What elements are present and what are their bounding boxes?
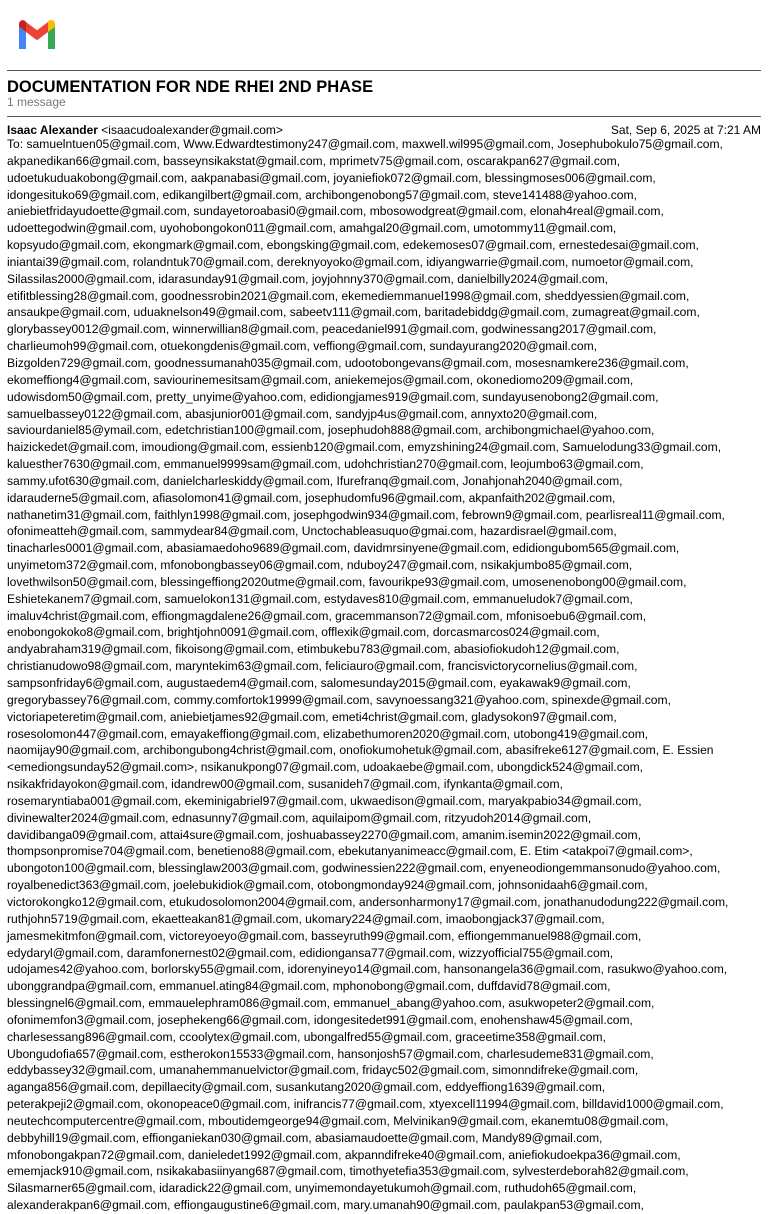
recipient-line: debbyhill19@gmail.com, effionganiekan030@gmail.com, abasiamaudoette@gmail.com, Mandy89@gmail.com, — [7, 1130, 603, 1145]
recipient-line: eddybassey32@gmail.com, umanahemmanuelvictor@gmail.com, fridayc502@gmail.com, simonndifreke@gmail.com, — [7, 1063, 639, 1078]
recipient-line: ofonimemfon3@gmail.com, josephekeng66@gmail.com, idongesitedet991@gmail.com, enohenshaw45@gmail.com, — [7, 1012, 633, 1027]
recipient-line: Bizgolden729@gmail.com, goodnessumanah035@gmail.com, udootobongevans@gmail.com, mosesnamkere236@gmail.com, — [7, 355, 689, 370]
recipient-line: ofonimeatteh@gmail.com, sammydear84@gmail.com, Unctochableasuquo@gmai.com, hazardisrael@gmail.com, — [7, 524, 617, 539]
recipient-line: davidibanga09@gmail.com, attai4sure@gmail.com, joshuabassey2270@gmail.com, amanim.isemin2022@gmail.com, — [7, 827, 641, 842]
sender-name: Isaac Alexander — [7, 123, 98, 137]
message-date: Sat, Sep 6, 2025 at 7:21 AM — [610, 123, 761, 137]
recipient-line: rosesolomon447@gmail.com, emayakeffiong@gmail.com, elizabethumoren2020@gmail.com, utobong419@gmail.com, — [7, 726, 649, 741]
recipient-line: peterakpeji2@gmail.com, okonopeace0@gmail.com, inifrancis77@gmail.com, xtyexcell11994@gmail.com, billdavid1000@gmail.com, — [7, 1097, 724, 1112]
recipient-line: rosemaryntiaba001@gmail.com, ekeminigabriel97@gmail.com, ukwaedison@gmail.com, maryakpabio34@gmail.com, — [7, 793, 642, 808]
recipient-line: kaluesther7630@gmail.com, emmanuel9999sam@gmail.com, udohchristian270@gmail.com, leojumbo63@gmail.com, — [7, 457, 644, 472]
recipient-line: akpanedikan66@gmail.com, basseynsikakstat@gmail.com, mprimetv75@gmail.com, oscarakpan627@gmail.com, — [7, 153, 621, 168]
recipient-line: divinewalter2024@gmail.com, ednasunny7@gmail.com, aquilaipom@gmail.com, ritzyudoh2014@gmail.com, — [7, 810, 592, 825]
recipient-line: aniebietfridayudoette@gmail.com, sundayetoroabasi0@gmail.com, mbosowodgreat@gmail.com, elonah4real@gmail.com, — [7, 204, 664, 219]
recipient-line: tinacharles0001@gmail.com, abasiamaedoho9689@gmail.com, davidmrsinyene@gmail.com, edidiongubom565@gmail.com, — [7, 541, 680, 556]
recipient-line: aganga856@gmail.com, depillaecity@gmail.com, susankutang2020@gmail.com, eddyeffiong1639@gmail.com, — [7, 1080, 606, 1095]
recipient-line: To: samuelntuen05@gmail.com, Www.Edwardtestimony247@gmail.com, maxwell.wil995@gmail.com, Josephubokulo75@gmail.com, — [7, 137, 723, 151]
recipient-line: udoetukuduakobong@gmail.com, aakpanabasi@gmail.com, joyaniefiok072@gmail.com, blessingmoses006@gmail.com, — [7, 170, 656, 185]
recipient-line: ruthjohn5719@gmail.com, ekaetteakan81@gmail.com, ukomary224@gmail.com, imaobongjack37@gmail.com, — [7, 911, 605, 926]
recipient-line: jamesmekitmfon@gmail.com, victoreyoeyo@gmail.com, basseyruth99@gmail.com, effiongemmanuel988@gmail.com, — [7, 928, 642, 943]
gmail-logo-icon — [16, 18, 58, 50]
recipient-line: Eshietekanem7@gmail.com, samuelokon131@gmail.com, estydaves810@gmail.com, emmanueludok7@gmail.com, — [7, 591, 633, 606]
recipient-line: nsikakfridayokon@gmail.com, idandrew00@gmail.com, susanideh7@gmail.com, ifynkanta@gmail.com, — [7, 777, 563, 792]
recipient-line: saviourdaniel85@ymail.com, edetchristian100@gmail.com, josephudoh888@gmail.com, archibongmichael@yahoo.com, — [7, 423, 655, 438]
recipient-line: idongesituko69@gmail.com, edikangilbert@gmail.com, archibongenobong57@gmail.com, steve141488@yahoo.com, — [7, 187, 637, 202]
recipient-line: ansaukpe@gmail.com, uduaknelson49@gmail.com, sabeetv111@gmail.com, baritadebiddg@gmail.com, zumagreat@gmail.com, — [7, 305, 700, 320]
recipient-line: iniantai39@gmail.com, rolandntuk70@gmail.com, dereknyoyoko@gmail.com, idiyangwarrie@gmail.com, numoetor@gmail.com, — [7, 254, 694, 269]
recipient-line: nathanetim31@gmail.com, faithlyn1998@gmail.com, josephgodwin934@gmail.com, febrown9@gmail.com, pearlisreal11@gmail.com, — [7, 507, 725, 522]
recipient-line: udowisdom50@gmail.com, pretty_unyime@yahoo.com, edidiongjames919@gmail.com, sundayusenobong2@gmail.com, — [7, 389, 659, 404]
recipient-line: samuelbassey0122@gmail.com, abasjunior001@gmail.com, sandyjp4us@gmail.com, annyxto20@gmail.com, — [7, 406, 598, 421]
recipient-line: ubonggrandpa@gmail.com, emmanuel.ating84@gmail.com, mphonobong@gmail.com, duffdavid78@gmail.com, — [7, 979, 611, 994]
header-divider — [7, 116, 761, 117]
recipient-line: royalbenedict363@gmail.com, joelebukidiok@gmail.com, otobongmonday924@gmail.com, johnsonidaah6@gmail.com, — [7, 878, 648, 893]
recipient-line: alexanderakpan6@gmail.com, effiongaugustine6@gmail.com, mary.umanah90@gmail.com, paulakpan53@gmail.com, — [7, 1198, 644, 1213]
recipient-line: blessingnel6@gmail.com, emmauelephram086@gmail.com, emmanuel_abang@yahoo.com, asukwopeter2@gmail.com, — [7, 996, 655, 1011]
recipient-line: unyimetom372@gmail.com, mfonobongbassey06@gmail.com, nduboy247@gmail.com, nsikakjumbo85@gmail.com, — [7, 558, 633, 573]
top-divider — [7, 70, 761, 71]
recipient-line: charlieumoh99@gmail.com, otuekongdenis@gmail.com, veffiong@gmail.com, sundayurang2020@gmail.com, — [7, 339, 598, 354]
recipient-line: edydaryl@gmail.com, daramfonernest02@gmail.com, edidiongansa77@gmail.com, wizzyofficial755@gmail.com, — [7, 945, 614, 960]
recipient-line: <emediongsunday52@gmail.com>, nsikanukpong07@gmail.com, udoakaebe@gmail.com, ubongdick524@gmail.com, — [7, 760, 644, 775]
recipient-list — [7, 136, 763, 1214]
recipient-line: charlesessang896@gmail.com, ccoolytex@gmail.com, ubongalfred55@gmail.com, graceetime358@gmail.com, — [7, 1029, 606, 1044]
recipient-line: etifitblessing28@gmail.com, goodnessrobin2021@gmail.com, ekemediemmanuel1998@gmail.com, sheddyessien@gmail.com, — [7, 288, 690, 303]
recipient-line: sammy.ufot630@gmail.com, danielcharleskiddy@gmail.com, Ifurefranq@gmail.com, Jonahjonah2040@gmail.com, — [7, 473, 623, 488]
recipient-line: udojames42@yahoo.com, borlorsky55@gmail.com, idorenyineyo14@gmail.com, hansonangela36@gmail.com, rasukwo@yahoo.com, — [7, 962, 728, 977]
recipient-line: thompsonpromise704@gmail.com, benetieno88@gmail.com, ebekutanyanimeacc@gmail.com, E. Etim <atakpoi7@gmail.com>, — [7, 844, 693, 859]
recipient-line: kopsyudo@gmail.com, ekongmark@gmail.com, ebongsking@gmail.com, edekemoses07@gmail.com, ernestedesai@gmail.com, — [7, 238, 699, 253]
recipient-line: Ubongudofia657@gmail.com, estherokon15533@gmail.com, hansonjosh57@gmail.com, charlesudeme831@gmail.com, — [7, 1046, 654, 1061]
recipient-line: Silasmarner65@gmail.com, idaradick22@gmail.com, unyimemondayetukumoh@gmail.com, ruthudoh65@gmail.com, — [7, 1181, 637, 1196]
recipient-line: mfonobongakpan72@gmail.com, danieledet1992@gmail.com, akpanndifreke40@gmail.com, aniefiokudoekpa36@gmail.com, — [7, 1147, 681, 1162]
message-header — [7, 123, 761, 137]
recipient-line: ekomeffiong4@gmail.com, saviourinemesitsam@gmail.com, aniekemejos@gmail.com, okonediomo209@gmail.com, — [7, 372, 634, 387]
recipient-line: sampsonfriday6@gmail.com, augustaedem4@gmail.com, salomesunday2015@gmail.com, eyakawak9@gmail.com, — [7, 676, 631, 690]
email-subject: DOCUMENTATION FOR NDE RHEI 2ND PHASE — [7, 78, 374, 96]
recipient-line: haizickedet@gmail.com, imoudiong@gmail.com, essienb120@gmail.com, emyzshining24@gmail.com, Samuelodung33@gmail.com, — [7, 440, 722, 455]
recipient-line: andyabraham319@gmail.com, fikoisong@gmail.com, etimbukebu783@gmail.com, abasiofiokudoh12@gmail.com, — [7, 642, 620, 657]
recipient-line: udoettegodwin@gmail.com, uyohobongokon011@gmail.com, amahgal20@gmail.com, umotommy11@gmail.com, — [7, 221, 617, 236]
recipient-line: imaluv4christ@gmail.com, effiongmagdalene26@gmail.com, gracemmanson72@gmail.com, mfonisoebu6@gmail.com, — [7, 608, 647, 623]
recipient-line: victorokongko12@gmail.com, etukudosolomon2004@gmail.com, andersonharmony17@gmail.com, jonathanudodung222@gmail.com, — [7, 894, 729, 909]
recipient-line: victoriapeteretim@gmail.com, aniebietjames92@gmail.com, emeti4christ@gmail.com, gladysokon97@gmail.com, — [7, 709, 617, 724]
recipient-line: naomijay90@gmail.com, archibongubong4christ@gmail.com, onofiokumohetuk@gmail.com, abasifreke6127@gmail.com, E. Essien — [7, 743, 714, 758]
recipient-line: enobongokoko8@gmail.com, brightjohn0091@gmail.com, offlexik@gmail.com, dorcasmarcos024@gmail.com, — [7, 625, 600, 640]
recipient-line: christianudowo98@gmail.com, maryntekim63@gmail.com, feliciauro@gmail.com, francisvictorycornelius@gmail.com, — [7, 659, 638, 674]
recipient-line: Silassilas2000@gmail.com, idarasunday91@gmail.com, joyjohnny370@gmail.com, danielbilly2024@gmail.com, — [7, 271, 608, 286]
recipient-line: neutechcomputercentre@gmail.com, mboutidemgeorge94@gmail.com, Melvinikan9@gmail.com, ekanemtu08@gmail.com, — [7, 1113, 669, 1128]
recipient-line: ubongoton100@gmail.com, blessinglaw2003@gmail.com, godwinessien222@gmail.com, enyeneodiongemmansonudo@yahoo.com, — [7, 861, 721, 876]
sender-email: <isaacudoalexander@gmail.com> — [101, 123, 283, 137]
recipient-line: idarauderne5@gmail.com, afiasolomon41@gmail.com, josephudomfu96@gmail.com, akpanfaith202@gmail.com, — [7, 490, 616, 505]
recipient-line: lovethwilson50@gmail.com, blessingeffiong2020utme@gmail.com, favourikpe93@gmail.com, umosenenobong00@gmail.com, — [7, 574, 687, 589]
recipient-line: glorybassey0012@gmail.com, winnerwillian8@gmail.com, peacedaniel991@gmail.com, godwinessang2017@gmail.com, — [7, 322, 657, 337]
recipient-line: ememjack910@gmail.com, nsikakabasiinyang687@gmail.com, timothyetefia353@gmail.com, sylvesterdeborah82@gmail.com, — [7, 1164, 689, 1179]
message-count: 1 message — [7, 95, 66, 109]
recipient-line: gregorybassey76@gmail.com, commy.comfortok19999@gmail.com, savynoessang321@yahoo.com, spinexde@gmail.com, — [7, 692, 671, 707]
